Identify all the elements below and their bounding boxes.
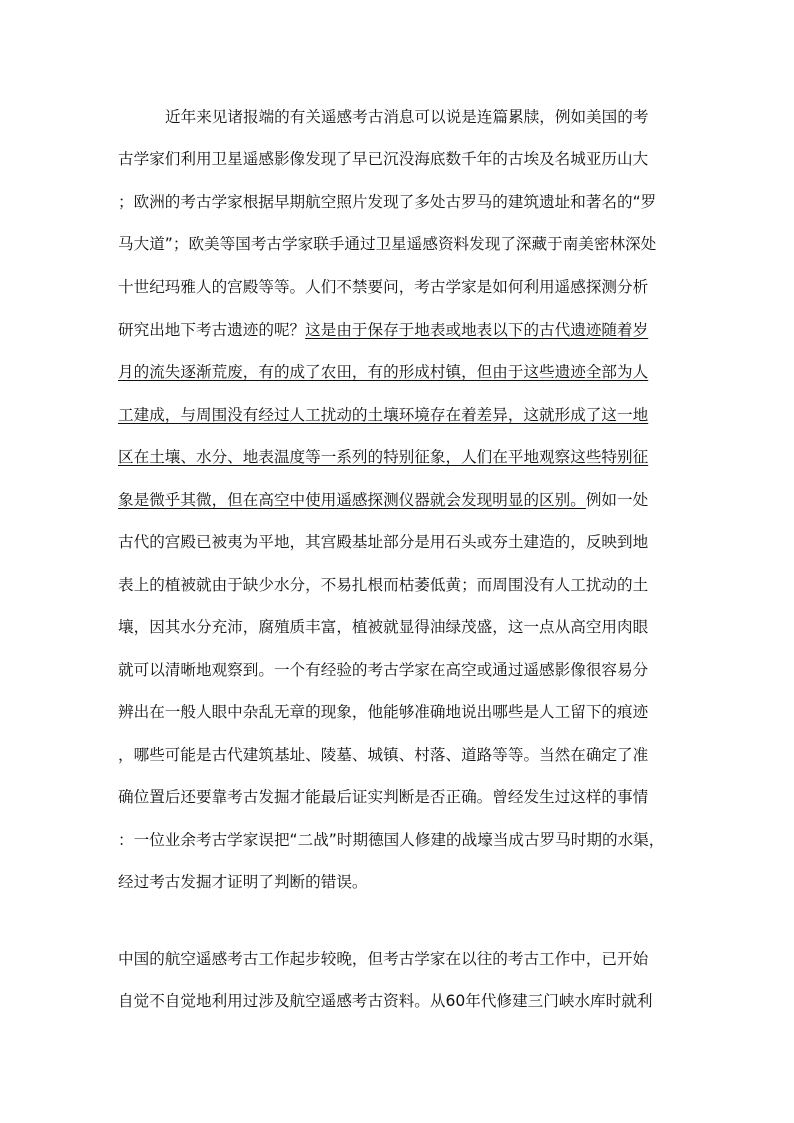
text-line: ；欧洲的考古学家根据早期航空照片发现了多处古罗马的建筑遗址和著名的“罗: [118, 193, 657, 211]
text-line: [118, 490, 668, 510]
text-line: 壤，因其水分充沛，腐殖质丰富，植被就显得油绿茂盛，这一点从高空用肉眼: [118, 618, 649, 636]
underlined-text-line: 区在土壤、水分、地表温度等一系列的特别征象，人们在平地观察这些特别征: [118, 448, 649, 466]
text-line: 古代的宫殿已被夷为平地，其宫殿基址部分是用石头或夯土建造的，反映到地: [118, 533, 649, 551]
text-line: ：一位业余考古学家误把“二战”时期德国人修建的战壕当成古罗马时期的水渠，: [118, 831, 665, 849]
text-line: 中国的航空遥感考古工作起步较晚，但考古学家在以往的考古工作中，已开始: [118, 950, 649, 968]
text-line: 就可以清晰地观察到。一个有经验的考古学家在高空或通过遥感影像很容易分: [118, 661, 649, 679]
underlined-text: 这是由于保存于地表或地表以下的古代遗迹随着岁: [305, 321, 649, 339]
underlined-text-line: 月的流失逐渐荒废，有的成了农田，有的形成村镇，但由于这些遗迹全部为人: [118, 363, 649, 381]
text-line: ，哪些可能是古代建筑基址、陵墓、城镇、村落、道路等等。当然在确定了准: [118, 746, 649, 764]
text-line: 十世纪玛雅人的宫殿等等。人们不禁要问，考古学家是如何利用遥感探测分析: [118, 278, 649, 296]
text-line: [118, 320, 668, 340]
text-line: 表上的植被就由于缺少水分，不易扎根而枯萎低黄；而周围没有人工扰动的土: [118, 576, 649, 594]
text-line: 马大道”；欧美等国考古学家联手通过卫星遥感资料发现了深藏于南美密林深处: [118, 235, 657, 253]
text-line: 近年来见诸报端的有关遥感考古消息可以说是连篇累牍，例如美国的考: [165, 108, 649, 126]
text-segment: 研究出地下考古遗迹的呢？: [118, 321, 306, 339]
text-line: 古学家们利用卫星遥感影像发现了早已沉没海底数千年的古埃及名城亚历山大: [118, 150, 649, 168]
text-line: 经过考古发掘才证明了判断的错误。: [118, 873, 368, 891]
underlined-text-line: 工建成，与周围没有经过人工扰动的土壤环境存在着差异，这就形成了这一地: [118, 406, 649, 424]
text-segment: 例如一处: [585, 491, 649, 509]
text-line: 确位置后还要靠考古发掘才能最后证实判断是否正确。曾经发生过这样的事情: [118, 788, 649, 806]
text-line: 辨出在一般人眼中杂乱无章的现象，他能够准确地说出哪些是人工留下的痕迹: [118, 703, 649, 721]
text-line: 自觉不自觉地利用过涉及航空遥感考古资料。从60年代修建三门峡水库时就利: [118, 992, 653, 1010]
underlined-text: 象是微乎其微，但在高空中使用遥感探测仪器就会发现明显的区别。: [118, 491, 586, 509]
